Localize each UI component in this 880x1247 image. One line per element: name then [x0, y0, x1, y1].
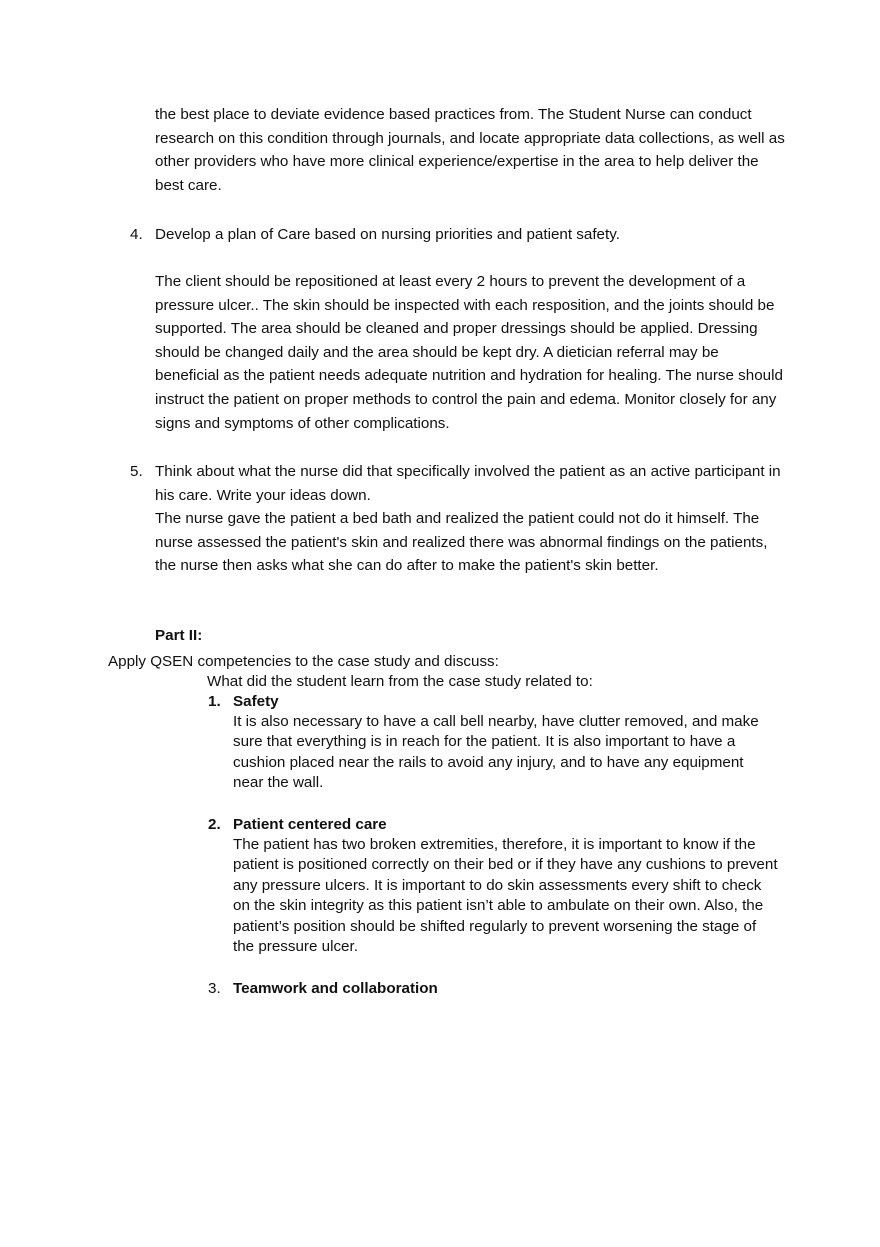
- item4-number: 4.: [130, 226, 143, 243]
- item4-answer: The client should be repositioned at least every 2 hours to prevent the development of a pressure ulcer.. The skin should be inspected with each resposition, and the joints should be supported. The area should be cleaned and proper dressings should be applied. Dressing should be changed daily and the area should be kept dry. A dietician referral may be beneficial as the patient needs adequate nutrition and hydration for healing. The nurse should instruct the patient on proper methods to control the pain and edema. Monitor closely for any signs and symptoms of other complications.: [155, 273, 783, 432]
- qsen-item3-number: 3.: [208, 980, 221, 997]
- item4-question: Develop a plan of Care based on nursing priorities and patient safety.: [155, 226, 620, 243]
- part2-instruction: Apply QSEN competencies to the case study and discuss:: [108, 653, 499, 670]
- qsen-item2-body: The patient has two broken extremities, therefore, it is important to know if the patient is positioned correctly on their bed or if they have any cushions to prevent any pressure ulcers. It is important to do skin assessments every shift to check on the skin integrity as this patient isn’t able to ambulate on their own. Also, the patient’s position should be shifted regularly to prevent worsening the stage of the pressure ulcer.: [233, 836, 778, 956]
- qsen-item2-number: 2.: [208, 816, 221, 833]
- part2-heading: Part II:: [155, 627, 203, 644]
- continuation-paragraph: the best place to deviate evidence based practices from. The Student Nurse can conduct research on this condition through journals, and locate appropriate data collections, as well as other providers who have more clinical experience/expertise in the area to help deliver the best care.: [155, 106, 785, 194]
- item5-answer: The nurse gave the patient a bed bath and realized the patient could not do it himself. The nurse assessed the patient's skin and realized there was abnormal findings on the patients, the nurse then asks what she can do after to make the patient's skin better.: [155, 510, 768, 575]
- qsen-item1-title: Safety: [233, 693, 279, 710]
- qsen-item3-title: Teamwork and collaboration: [233, 980, 438, 997]
- item5-question: Think about what the nurse did that specifically involved the patient as an active participant in his care. Write your ideas down.: [155, 463, 781, 504]
- qsen-item2-title: Patient centered care: [233, 816, 387, 833]
- qsen-item1-number: 1.: [208, 693, 221, 710]
- part2-subprompt: What did the student learn from the case study related to:: [207, 673, 593, 690]
- item5-number: 5.: [130, 463, 143, 480]
- qsen-item1-body: It is also necessary to have a call bell nearby, have clutter removed, and make sure that everything is in reach for the patient. It is also important to have a cushion placed near the rails to avoid any injury, and to have any equipment near the wall.: [233, 713, 759, 792]
